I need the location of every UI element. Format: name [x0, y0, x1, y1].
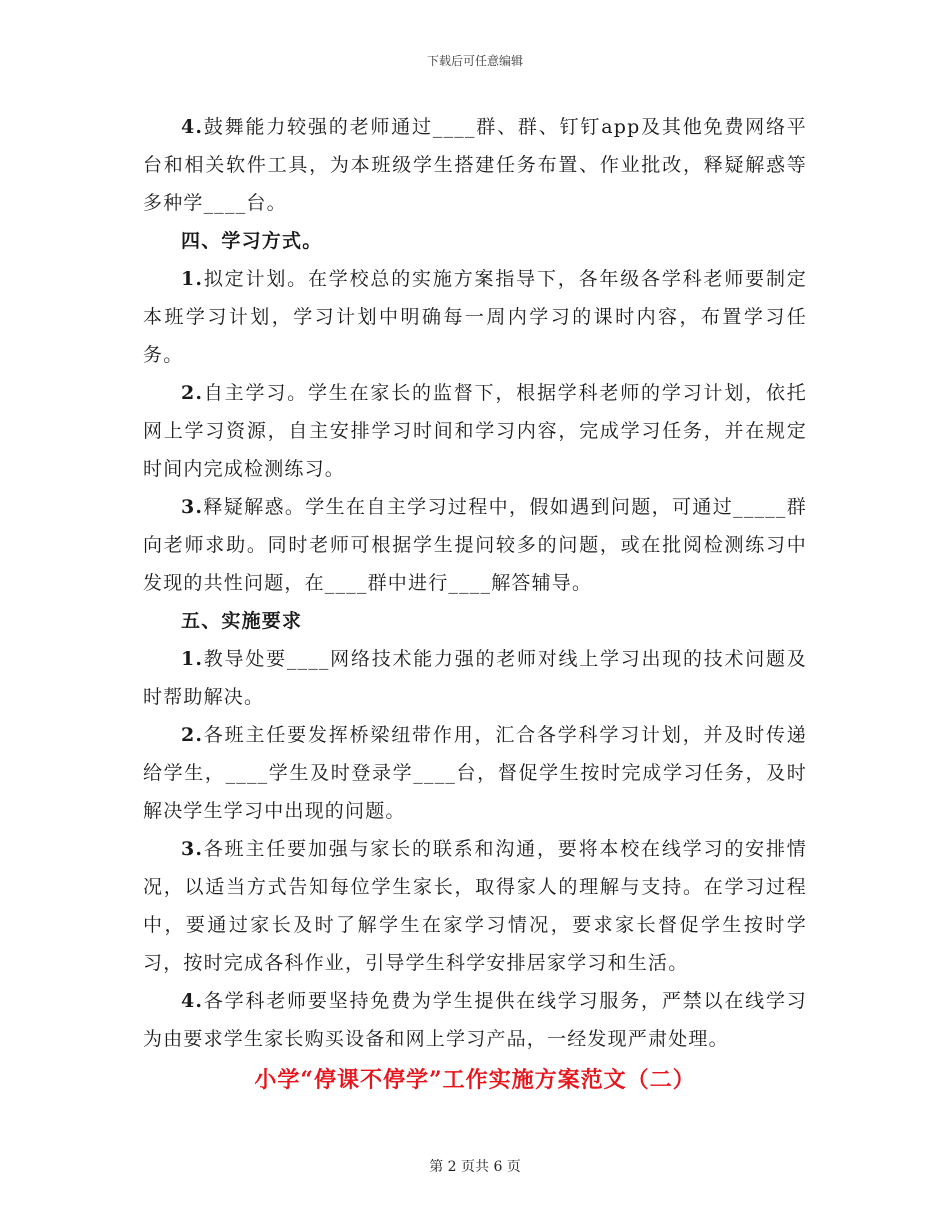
item-number: 1.: [181, 268, 204, 290]
paragraph-text: 教导处要____网络技术能力强的老师对线上学习出现的技术问题及时帮助解决。: [143, 648, 807, 708]
section-heading-4: 四、学习方式。: [181, 230, 323, 252]
paragraph-5-2: [143, 716, 807, 830]
paragraph-text: 释疑解惑。学生在自主学习过程中，假如遇到问题，可通过_____群向老师求助。同时老师可根据学生提问较多的问题，或在批阅检测练习中发现的共性问题，在____群中进行____解答辅导。: [143, 496, 807, 594]
paragraph-text: 鼓舞能力较强的老师通过____群、群、钉钉app及其他免费网络平台和相关软件工具，为本班级学生搭建任务布置、作业批改，释疑解惑等多种学____台。: [143, 116, 807, 214]
paragraph-text: 自主学习。学生在家长的监督下，根据学科老师的学习计划，依托网上学习资源，自主安排学习时间和学习内容，完成学习任务，并在规定时间内完成检测练习。: [143, 382, 807, 480]
paragraph-4-1: [143, 260, 807, 374]
paragraph-text: 各班主任要加强与家长的联系和沟通，要将本校在线学习的安排情况，以适当方式告知每位学生家长，取得家人的理解与支持。在学习过程中，要通过家长及时了解学生在家学习情况，要求家长督促学生按时学习，按时完成各科作业，引导学生科学安排居家学习和生活。: [143, 838, 807, 974]
paragraph-5-3: [143, 830, 807, 982]
page-number-footer: 第 2 页共 6 页: [429, 1159, 521, 1175]
section-heading-5: 五、实施要求: [181, 610, 303, 632]
paragraph-5-1: [143, 640, 807, 716]
paragraph-text: 拟定计划。在学校总的实施方案指导下，各年级各学科老师要制定本班学习计划，学习计划中明确每一周内学习的课时内容，布置学习任务。: [143, 268, 807, 366]
page-header: 下载后可任意编辑: [426, 54, 523, 68]
item-number: 2.: [181, 382, 204, 404]
item-number: 3.: [181, 496, 204, 518]
paragraph-text: 各班主任要发挥桥梁纽带作用，汇合各学科学习计划，并及时传递给学生，____学生及时登录学____台，督促学生按时完成学习任务，及时解决学生学习中出现的问题。: [143, 724, 807, 822]
paragraph-5-4: [143, 982, 807, 1058]
paragraph-4-3: [143, 488, 807, 602]
document-title-red: 小学“停课不停学”工作实施方案范文（二）: [254, 1067, 696, 1093]
item-number: 2.: [181, 724, 204, 746]
paragraph-text: 各学科老师要坚持免费为学生提供在线学习服务，严禁以在线学习为由要求学生家长购买设备和网上学习产品，一经发现严肃处理。: [143, 990, 807, 1050]
item-number: 1.: [181, 648, 204, 670]
item-number: 4.: [181, 990, 204, 1012]
paragraph-4-2: [143, 374, 807, 488]
item-number: 4.: [181, 116, 204, 138]
paragraph-3-4: [143, 108, 807, 222]
document-body: [143, 108, 807, 1100]
item-number: 3.: [181, 838, 204, 860]
